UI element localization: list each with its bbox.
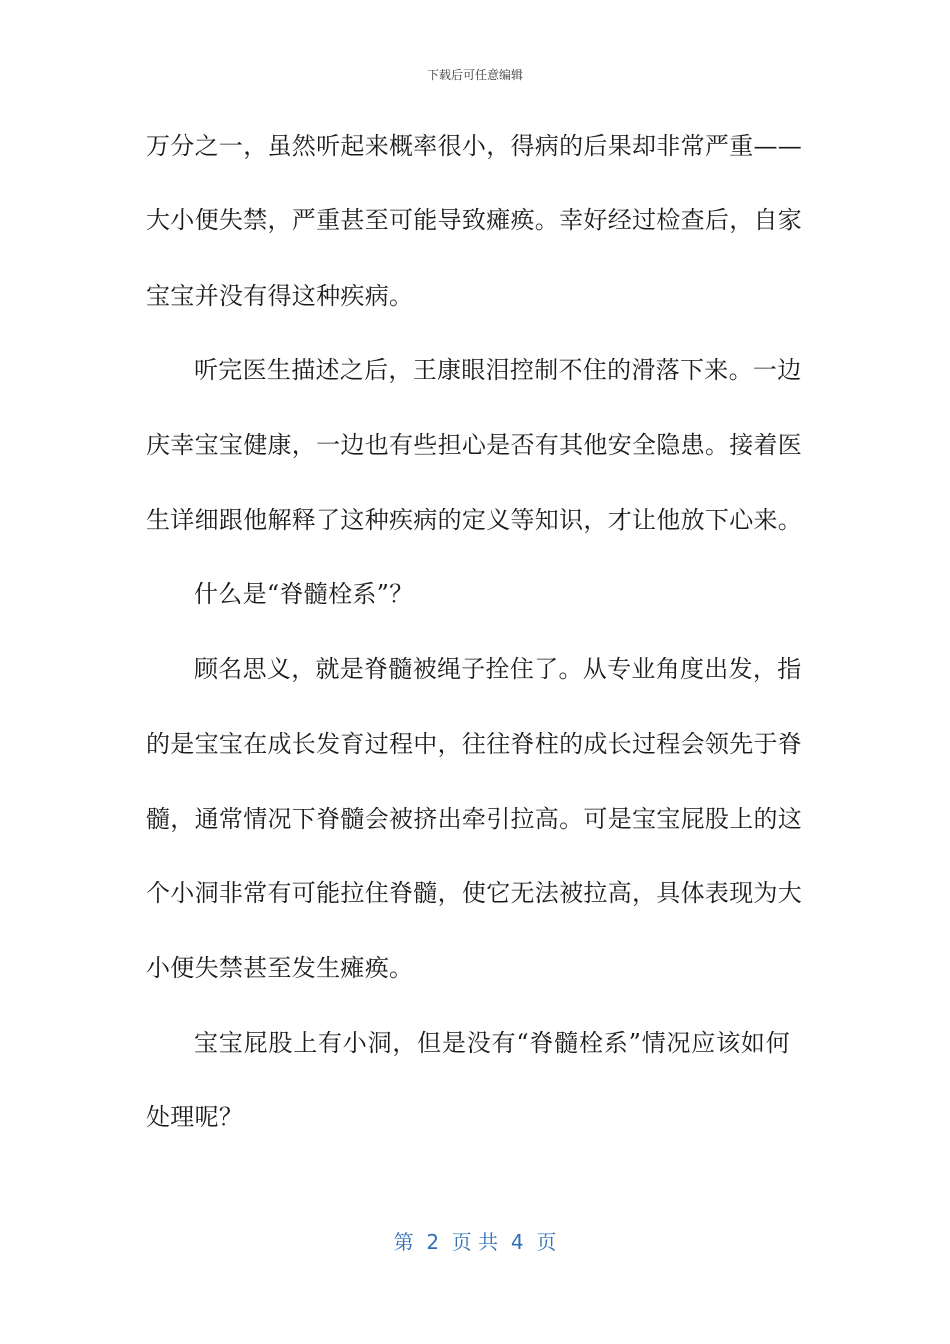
- paragraph-line: 处理呢？: [146, 1103, 244, 1131]
- section-question: 什么是“脊髓栓系”？: [194, 580, 414, 608]
- page-number-footer: 第 2 页 共 4 页: [393, 1230, 557, 1254]
- paragraph-line: 宝宝屁股上有小洞，但是没有“脊髓栓系”情况应该如何: [194, 1029, 790, 1057]
- paragraph-line: 小便失禁甚至发生瘫痪。: [146, 954, 414, 982]
- paragraph-line: 顾名思义，就是脊髓被绳子拴住了。从专业角度出发，指: [194, 655, 802, 683]
- paragraph-line: 大小便失禁，严重甚至可能导致瘫痪。幸好经过检查后，自家: [146, 206, 803, 234]
- paragraph-line: 庆幸宝宝健康，一边也有些担心是否有其他安全隐患。接着医: [146, 431, 803, 459]
- paragraph-line: 万分之一，虽然听起来概率很小，得病的后果却非常严重——: [146, 132, 803, 160]
- paragraph-line: 的是宝宝在成长发育过程中，往往脊柱的成长过程会领先于脊: [146, 730, 803, 758]
- paragraph-line: 听完医生描述之后，王康眼泪控制不住的滑落下来。一边: [194, 356, 802, 384]
- header-note: 下载后可任意编辑: [426, 68, 523, 82]
- paragraph-line: 个小洞非常有可能拉住脊髓，使它无法被拉高，具体表现为大: [146, 879, 803, 907]
- paragraph-line: 髓，通常情况下脊髓会被挤出牵引拉高。可是宝宝屁股上的这: [146, 805, 803, 833]
- paragraph-line: 宝宝并没有得这种疾病。: [146, 282, 414, 310]
- paragraph-line: 生详细跟他解释了这种疾病的定义等知识，才让他放下心来。: [146, 506, 803, 534]
